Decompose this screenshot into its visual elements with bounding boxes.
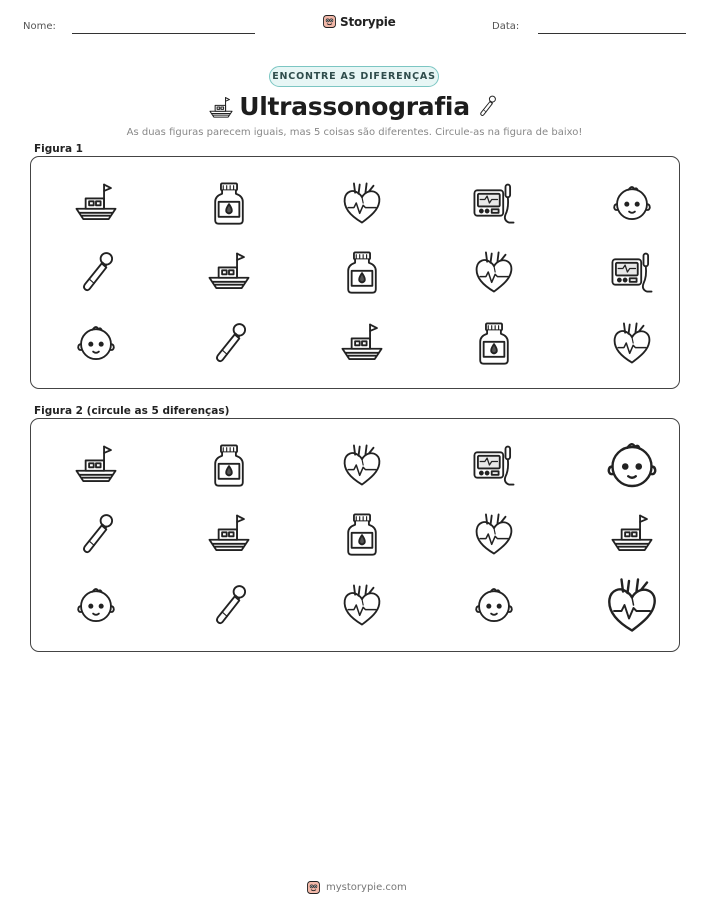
grid-cell[interactable]: [609, 511, 655, 557]
boat-icon: [73, 442, 119, 488]
boat-icon: [206, 511, 252, 557]
storypie-logo-icon: [306, 880, 321, 895]
medicine-bottle-icon: [206, 180, 252, 226]
heart-icon: [339, 442, 385, 488]
grid-cell[interactable]: [609, 249, 655, 295]
grid-cell[interactable]: [471, 180, 517, 226]
ultrasound-probe-icon: [475, 91, 499, 121]
boat-icon: [206, 249, 252, 295]
grid-cell[interactable]: [206, 582, 252, 628]
footer: [306, 880, 407, 895]
date-input-line[interactable]: [538, 33, 686, 34]
page-title: Ultrassonografia: [239, 92, 470, 121]
grid-cell[interactable]: [339, 320, 385, 366]
grid-cell[interactable]: [206, 442, 252, 488]
heart-icon: [339, 180, 385, 226]
ultrasound-probe-icon: [73, 249, 119, 295]
baby-face-icon: [73, 582, 119, 628]
grid-cell[interactable]: [602, 435, 662, 495]
grid-cell[interactable]: [73, 320, 119, 366]
grid-cell[interactable]: [471, 511, 517, 557]
grid-cell[interactable]: [206, 180, 252, 226]
storypie-logo-icon: [322, 14, 337, 29]
grid-cell[interactable]: [206, 249, 252, 295]
ultrasound-machine-icon: [471, 180, 517, 226]
grid-cell[interactable]: [339, 582, 385, 628]
baby-face-icon: [471, 582, 517, 628]
date-label: Data:: [492, 21, 520, 32]
baby-face-icon: [73, 320, 119, 366]
grid-cell[interactable]: [339, 511, 385, 557]
brand-name: Storypie: [340, 14, 396, 29]
figure-1-panel: [30, 156, 680, 389]
grid-cell[interactable]: [73, 582, 119, 628]
ultrasound-probe-icon: [73, 511, 119, 557]
heart-icon: [471, 249, 517, 295]
grid-cell[interactable]: [73, 511, 119, 557]
grid-cell[interactable]: [73, 180, 119, 226]
medicine-bottle-icon: [339, 249, 385, 295]
medicine-bottle-icon: [339, 511, 385, 557]
figure-2-label: Figura 2 (circule as 5 diferenças): [34, 405, 230, 417]
boat-icon: [73, 180, 119, 226]
boat-icon: [339, 320, 385, 366]
grid-cell[interactable]: [471, 249, 517, 295]
grid-cell[interactable]: [73, 442, 119, 488]
heart-icon: [471, 511, 517, 557]
activity-badge: ENCONTRE AS DIFERENÇAS: [269, 66, 439, 87]
worksheet-header: [0, 0, 709, 50]
baby-face-icon: [609, 180, 655, 226]
baby-face-icon: [602, 435, 662, 495]
grid-cell[interactable]: [339, 249, 385, 295]
grid-cell[interactable]: [471, 320, 517, 366]
grid-cell[interactable]: [339, 180, 385, 226]
footer-site: mystorypie.com: [326, 882, 407, 893]
grid-cell[interactable]: [206, 511, 252, 557]
grid-cell[interactable]: [471, 582, 517, 628]
name-label: Nome:: [23, 21, 56, 32]
brand-logo: [322, 14, 396, 29]
figure-1-label: Figura 1: [34, 143, 83, 155]
grid-cell[interactable]: [602, 575, 662, 635]
ultrasound-machine-icon: [609, 249, 655, 295]
heart-icon: [609, 320, 655, 366]
boat-icon: [609, 511, 655, 557]
figure-2-panel: [30, 418, 680, 652]
heart-icon: [339, 582, 385, 628]
instructions-text: As duas figuras parecem iguais, mas 5 coisas são diferentes. Circule-as na figura de baixo!: [126, 127, 583, 138]
grid-cell[interactable]: [471, 442, 517, 488]
medicine-bottle-icon: [471, 320, 517, 366]
ultrasound-probe-icon: [206, 320, 252, 366]
grid-cell[interactable]: [609, 180, 655, 226]
heart-icon: [602, 575, 662, 635]
grid-cell[interactable]: [73, 249, 119, 295]
name-input-line[interactable]: [72, 33, 255, 34]
ultrasound-machine-icon: [471, 442, 517, 488]
ultrasound-probe-icon: [206, 582, 252, 628]
grid-cell[interactable]: [339, 442, 385, 488]
medicine-bottle-icon: [206, 442, 252, 488]
grid-cell[interactable]: [609, 320, 655, 366]
grid-cell[interactable]: [206, 320, 252, 366]
